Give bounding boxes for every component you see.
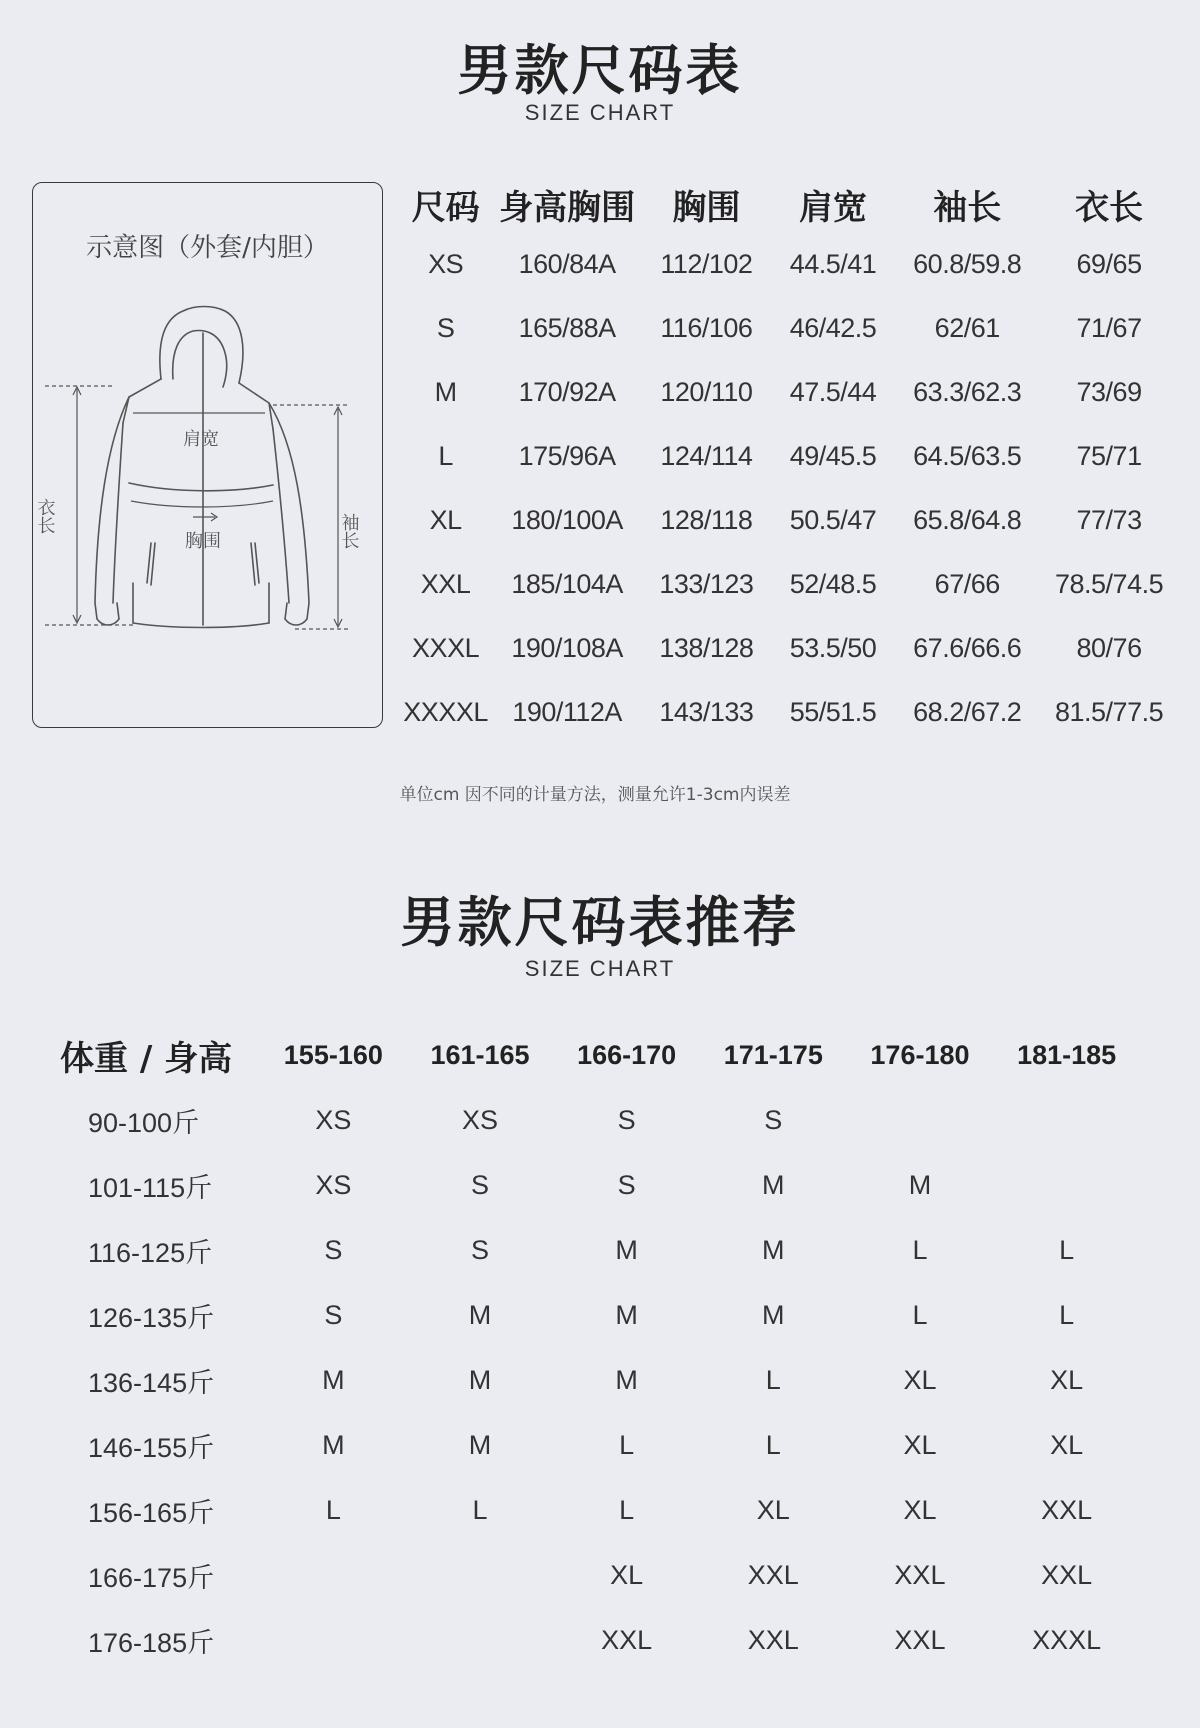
size-cell: L: [1059, 1235, 1075, 1265]
size-cell: M: [468, 1365, 492, 1395]
size-cell: L: [765, 1430, 781, 1460]
table-row: [60, 1543, 1140, 1608]
shoulder-label: 肩宽: [183, 429, 219, 450]
size-table: [400, 176, 1180, 744]
table-row: [60, 1153, 1140, 1218]
table-cell: 128/118: [660, 504, 753, 535]
table-cell: 77/73: [1076, 504, 1142, 535]
length-label: 衣长: [34, 498, 56, 534]
jacket-diagram: [32, 182, 383, 728]
table-cell: 60.8/59.8: [913, 248, 1022, 279]
header-size: 尺码: [411, 187, 480, 228]
size-chart-title: 男款尺码表: [457, 39, 743, 102]
table-row: [60, 1608, 1140, 1673]
table-row: [60, 1413, 1140, 1478]
table-row: [60, 1218, 1140, 1283]
measurement-note: 单位cm 因不同的计量方法，测量允许1-3cm内误差: [399, 785, 791, 805]
size-cell: [407, 1608, 554, 1673]
table-cell: 47.5/44: [789, 376, 877, 407]
table-cell: XS: [428, 248, 464, 279]
height-header: 155-160: [283, 1039, 383, 1070]
recommend-table: [60, 1022, 1140, 1673]
size-cell: S: [617, 1170, 636, 1200]
size-cell: S: [617, 1105, 636, 1135]
recommend-subtitle: SIZE CHART: [524, 956, 676, 981]
size-cell: M: [322, 1365, 345, 1395]
table-row: [400, 488, 1180, 552]
table-row: [60, 1283, 1140, 1348]
header-height-chest: 身高胸围: [499, 187, 636, 228]
table-row: [400, 232, 1180, 296]
table-cell: 133/123: [659, 568, 754, 599]
size-cell: L: [1059, 1300, 1075, 1330]
size-cell: XL: [1050, 1365, 1084, 1395]
size-cell: M: [762, 1170, 785, 1200]
size-cell: M: [468, 1430, 492, 1460]
header-length: 衣长: [1075, 187, 1144, 228]
table-row: [400, 296, 1180, 360]
weight-cell: 101-115斤: [88, 1173, 213, 1203]
size-table-header: [400, 176, 1180, 232]
table-cell: 62/61: [934, 312, 1000, 343]
table-row: [400, 424, 1180, 488]
weight-cell: 156-165斤: [88, 1498, 215, 1528]
table-cell: XXXL: [412, 632, 480, 663]
table-row: [400, 616, 1180, 680]
table-cell: 143/133: [659, 696, 754, 727]
table-row: [400, 552, 1180, 616]
size-cell: [407, 1543, 554, 1608]
weight-cell: 90-100斤: [88, 1108, 200, 1138]
sleeve-label: 袖长: [338, 513, 360, 549]
chest-label: 胸围: [185, 531, 221, 552]
size-cell: L: [619, 1495, 635, 1525]
table-cell: 124/114: [660, 440, 753, 471]
table-row: [60, 1348, 1140, 1413]
size-cell: XL: [610, 1560, 644, 1590]
weight-cell: 176-185斤: [88, 1628, 215, 1658]
corner-label: 体重 / 身高: [60, 1038, 233, 1079]
size-cell: S: [324, 1300, 343, 1330]
size-cell: XL: [756, 1495, 790, 1525]
table-cell: 185/104A: [511, 568, 623, 599]
table-cell: 190/112A: [512, 696, 622, 727]
height-header: 161-165: [430, 1039, 530, 1070]
size-cell: [993, 1153, 1140, 1218]
size-cell: XS: [315, 1170, 352, 1200]
table-cell: 53.5/50: [789, 632, 877, 663]
table-cell: 120/110: [660, 376, 753, 407]
recommend-title: 男款尺码表推荐: [400, 891, 800, 954]
size-cell: [993, 1088, 1140, 1153]
table-cell: XL: [429, 504, 462, 535]
size-cell: XL: [903, 1430, 937, 1460]
table-cell: 78.5/74.5: [1055, 568, 1164, 599]
size-cell: L: [619, 1430, 635, 1460]
table-cell: 160/84A: [518, 248, 616, 279]
table-cell: 67/66: [934, 568, 1000, 599]
header-sleeve: 袖长: [933, 187, 1002, 228]
size-cell: XS: [461, 1105, 498, 1135]
header-shoulder: 肩宽: [799, 187, 867, 228]
size-cell: S: [324, 1235, 343, 1265]
table-cell: 71/67: [1076, 312, 1142, 343]
size-cell: L: [912, 1300, 928, 1330]
table-cell: 81.5/77.5: [1055, 696, 1164, 727]
height-header: 166-170: [577, 1039, 677, 1070]
size-cell: M: [322, 1430, 345, 1460]
size-cell: L: [912, 1235, 928, 1265]
weight-cell: 126-135斤: [88, 1303, 215, 1333]
height-header: 181-185: [1017, 1039, 1117, 1070]
table-cell: 80/76: [1076, 632, 1142, 663]
table-cell: 69/65: [1076, 248, 1142, 279]
size-cell: M: [908, 1170, 932, 1200]
height-header: 176-180: [870, 1039, 970, 1070]
size-cell: XL: [903, 1365, 937, 1395]
weight-cell: 136-145斤: [88, 1368, 215, 1398]
table-cell: XXXXL: [403, 696, 488, 727]
size-cell: S: [764, 1105, 783, 1135]
table-cell: 112/102: [660, 248, 753, 279]
size-cell: L: [325, 1495, 341, 1525]
size-cell: XL: [903, 1495, 937, 1525]
weight-cell: 166-175斤: [88, 1563, 215, 1593]
size-cell: [260, 1543, 407, 1608]
size-cell: XXL: [1041, 1495, 1093, 1525]
table-cell: 75/71: [1076, 440, 1142, 471]
height-header: 171-175: [723, 1039, 823, 1070]
size-cell: L: [472, 1495, 488, 1525]
table-cell: 165/88A: [518, 312, 616, 343]
table-cell: 46/42.5: [789, 312, 877, 343]
table-cell: 49/45.5: [789, 440, 877, 471]
size-cell: M: [468, 1300, 492, 1330]
size-cell: XXL: [601, 1625, 653, 1655]
table-cell: 68.2/67.2: [913, 696, 1022, 727]
table-cell: 175/96A: [518, 440, 616, 471]
table-cell: 138/128: [659, 632, 754, 663]
table-row: [400, 360, 1180, 424]
table-cell: 65.8/64.8: [913, 504, 1022, 535]
table-cell: 170/92A: [518, 376, 616, 407]
size-cell: S: [470, 1235, 489, 1265]
size-cell: M: [762, 1235, 785, 1265]
weight-cell: 116-125斤: [88, 1238, 213, 1268]
table-cell: 64.5/63.5: [913, 440, 1022, 471]
size-cell: XXL: [747, 1560, 799, 1590]
diagram-label: 示意图（外套/内胆）: [86, 233, 329, 263]
table-cell: 44.5/41: [789, 248, 877, 279]
size-cell: XXL: [894, 1625, 946, 1655]
table-cell: 55/51.5: [789, 696, 877, 727]
table-cell: S: [436, 312, 455, 343]
table-cell: 67.6/66.6: [913, 632, 1022, 663]
size-cell: M: [762, 1300, 785, 1330]
size-cell: [847, 1088, 994, 1153]
size-cell: XS: [315, 1105, 352, 1135]
header-chest: 胸围: [672, 187, 741, 228]
jacket-illustration: [33, 183, 384, 729]
table-cell: M: [434, 376, 457, 407]
table-cell: 73/69: [1076, 376, 1142, 407]
table-cell: 180/100A: [511, 504, 623, 535]
size-cell: [260, 1608, 407, 1673]
table-cell: 116/106: [660, 312, 753, 343]
table-cell: L: [438, 440, 453, 471]
weight-cell: 146-155斤: [88, 1433, 215, 1463]
size-cell: M: [615, 1300, 638, 1330]
size-cell: XXL: [1041, 1560, 1093, 1590]
size-cell: XXXL: [1032, 1625, 1102, 1655]
size-cell: XXL: [747, 1625, 799, 1655]
size-chart-subtitle: SIZE CHART: [524, 100, 676, 125]
size-cell: L: [765, 1365, 781, 1395]
size-cell: M: [615, 1235, 638, 1265]
table-cell: 63.3/62.3: [913, 376, 1022, 407]
size-cell: XL: [1050, 1430, 1084, 1460]
table-cell: 52/48.5: [789, 568, 877, 599]
table-row: [60, 1478, 1140, 1543]
size-cell: S: [470, 1170, 489, 1200]
table-cell: XXL: [420, 568, 471, 599]
table-cell: 50.5/47: [789, 504, 877, 535]
table-row: [400, 680, 1180, 744]
size-cell: XXL: [894, 1560, 946, 1590]
table-cell: 190/108A: [511, 632, 623, 663]
size-cell: M: [615, 1365, 638, 1395]
table-row: [60, 1088, 1140, 1153]
recommend-header: [60, 1022, 1140, 1088]
